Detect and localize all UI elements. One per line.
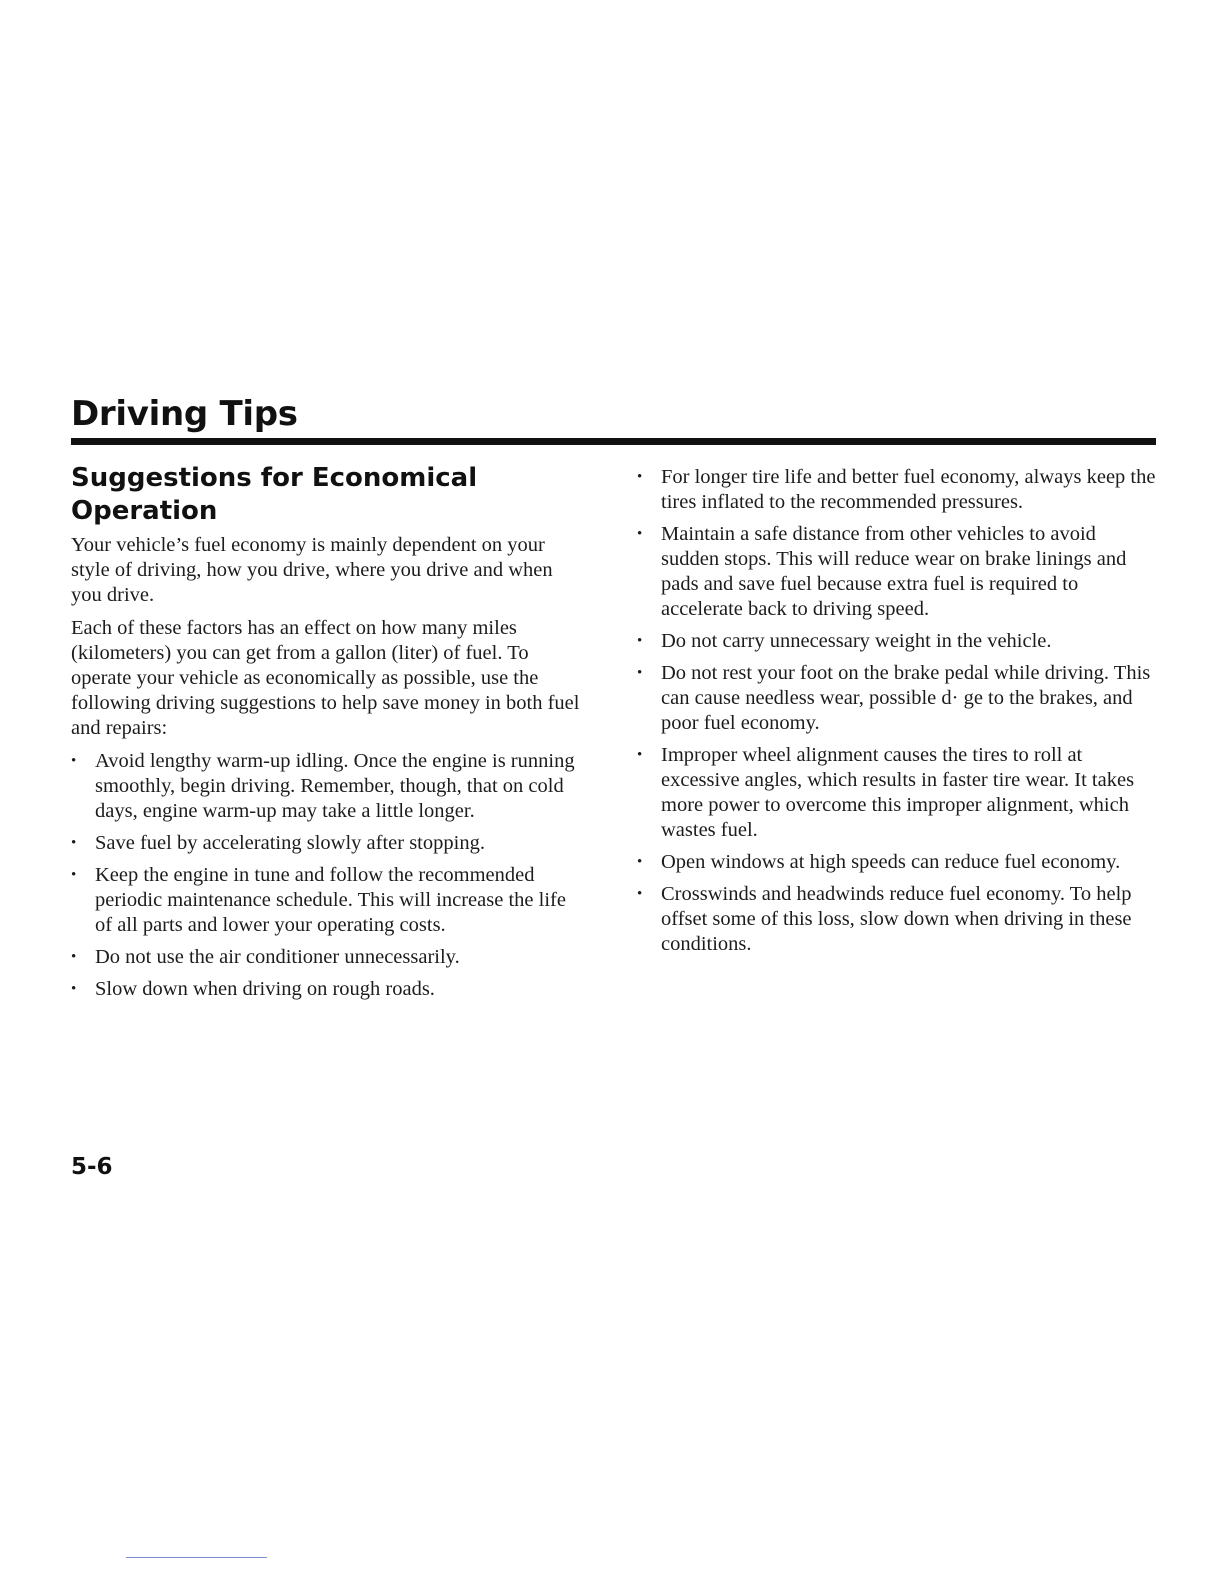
list-item-text: For longer tire life and better fuel economy, always keep the tires inflated to the recommended pressures. [661, 466, 1156, 513]
list-item [637, 465, 1157, 515]
subsection-title: Suggestions for Economical Operation [71, 463, 478, 526]
page-number: 5-6 [71, 1154, 113, 1180]
list-item [637, 629, 1157, 654]
bullet-icon: • [71, 867, 77, 883]
bullet-icon: • [637, 665, 643, 681]
list-item-text: Do not use the air conditioner unnecessarily. [95, 946, 460, 968]
list-item [71, 945, 586, 970]
bullet-icon: • [71, 949, 77, 965]
list-item [637, 882, 1157, 957]
list-item [71, 831, 586, 856]
left-column [71, 462, 586, 1009]
list-item [71, 749, 586, 824]
tips-list-left [71, 749, 586, 1002]
list-item-text: Improper wheel alignment causes the tires to roll at excessive angles, which results in faster tire wear. It takes more power to overcome this improper alignment, which wastes fuel. [661, 744, 1135, 841]
list-item [637, 850, 1157, 875]
bullet-icon: • [637, 633, 643, 649]
bullet-icon: • [637, 886, 643, 902]
list-item-text: Do not rest your foot on the brake pedal while driving. This can cause needless wear, possible d· ge to the brakes, and poor fuel economy. [661, 662, 1151, 734]
tips-list-right [637, 465, 1157, 957]
list-item-text: Open windows at high speeds can reduce fuel economy. [661, 851, 1121, 873]
right-column [637, 465, 1157, 964]
bullet-icon: • [637, 854, 643, 870]
bullet-icon: • [71, 753, 77, 769]
bullet-icon: • [637, 747, 643, 763]
list-item-text: Crosswinds and headwinds reduce fuel economy. To help offset some of this loss, slow down when driving in these conditions. [661, 883, 1132, 955]
list-item-text: Keep the engine in tune and follow the recommended periodic maintenance schedule. This will increase the life of all parts and lower your operating costs. [95, 864, 566, 936]
section-title: Driving Tips [71, 394, 298, 434]
list-item [71, 977, 586, 1002]
intro-paragraph: Your vehicle’s fuel economy is mainly dependent on your style of driving, how you drive, where you drive and when you drive. [71, 534, 553, 606]
list-item [637, 522, 1157, 622]
list-item [637, 661, 1157, 736]
list-item [637, 743, 1157, 843]
list-item-text: Maintain a safe distance from other vehicles to avoid sudden stops. This will reduce wear on brake linings and pads and save fuel because extra fuel is required to accelerate back to driving speed. [661, 523, 1127, 620]
section-divider [71, 438, 1156, 445]
bullet-icon: • [637, 469, 643, 485]
list-item-text: Avoid lengthy warm-up idling. Once the engine is running smoothly, begin driving. Remember, though, that on cold days, engine warm-up may take a little longer. [95, 750, 575, 822]
bullet-icon: • [71, 835, 77, 851]
list-item-text: Slow down when driving on rough roads. [95, 978, 435, 1000]
footer-divider [126, 1557, 267, 1558]
list-item [71, 863, 586, 938]
list-item-text: Do not carry unnecessary weight in the vehicle. [661, 630, 1052, 652]
body-paragraph: Each of these factors has an effect on how many miles (kilometers) you can get from a gallon (liter) of fuel. To operate your vehicle as economically as possible, use the following driving suggestions to help save money in both fuel and repairs: [71, 617, 580, 739]
bullet-icon: • [637, 526, 643, 542]
list-item-text: Save fuel by accelerating slowly after stopping. [95, 832, 485, 854]
bullet-icon: • [71, 981, 77, 997]
